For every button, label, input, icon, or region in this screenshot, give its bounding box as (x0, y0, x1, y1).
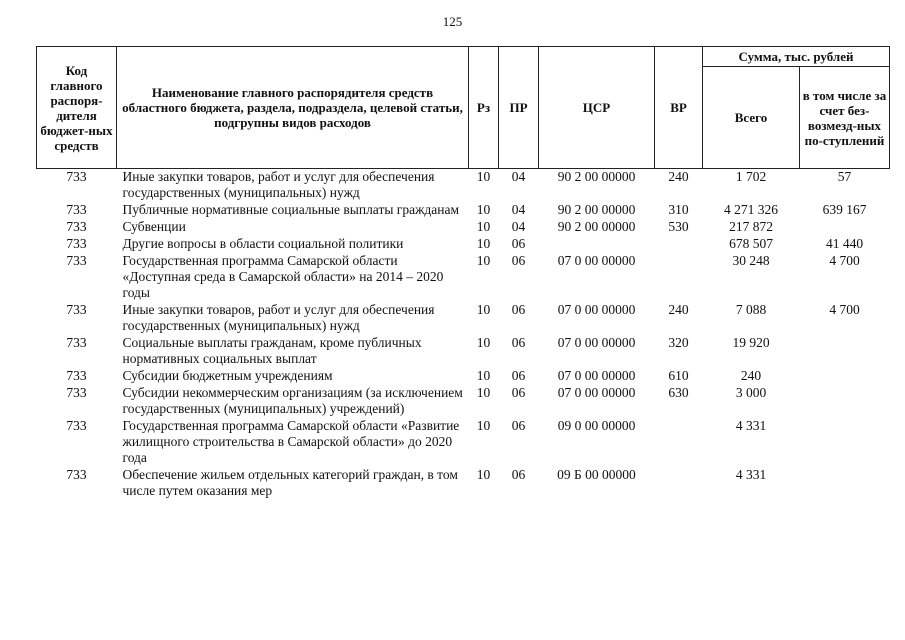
cell-pr: 06 (511, 385, 526, 400)
cell-name: Субсидии бюджетным учреждениям (122, 368, 333, 383)
cell-rz: 10 (476, 335, 491, 350)
cell-code: 733 (66, 385, 87, 400)
cell-code: 733 (66, 335, 87, 350)
cell-name: Социальные выплаты гражданам, кроме публичных нормативных социальных выплат (122, 335, 422, 366)
cell-incl: 4 700 (829, 302, 860, 317)
cell-incl (800, 368, 890, 385)
table-row (37, 202, 890, 219)
cell-pr: 06 (511, 418, 526, 433)
cell-rz: 10 (476, 368, 491, 383)
cell-total: 7 088 (735, 302, 767, 317)
cell-total: 4 271 326 (724, 202, 778, 217)
cell-pr: 06 (511, 335, 526, 350)
cell-total: 4 331 (735, 418, 767, 433)
cell-rz: 10 (476, 169, 491, 184)
cell-vr (655, 467, 703, 500)
cell-csr (539, 236, 655, 253)
cell-incl: 41 440 (825, 236, 864, 251)
table-row (37, 169, 890, 203)
table-row (37, 236, 890, 253)
cell-name: Публичные нормативные социальные выплаты гражданам (122, 202, 460, 217)
header-sum: Сумма, тыс. рублей (703, 47, 890, 67)
cell-incl: 57 (837, 169, 852, 184)
cell-code: 733 (66, 467, 87, 482)
cell-pr: 06 (511, 236, 526, 251)
cell-csr: 90 2 00 00000 (557, 202, 636, 217)
cell-pr: 06 (511, 368, 526, 383)
cell-vr: 240 (668, 169, 689, 184)
cell-total: 19 920 (732, 335, 770, 350)
cell-rz: 10 (476, 467, 491, 482)
cell-vr: 240 (668, 302, 689, 317)
cell-vr: 310 (668, 202, 689, 217)
header-rz: Рз (469, 47, 499, 169)
cell-csr: 07 0 00 00000 (557, 368, 636, 383)
table-row (37, 418, 890, 467)
cell-pr: 06 (511, 302, 526, 317)
cell-vr: 630 (668, 385, 689, 400)
cell-vr (655, 236, 703, 253)
cell-pr: 04 (511, 169, 526, 184)
cell-code: 733 (66, 368, 87, 383)
cell-code: 733 (66, 202, 87, 217)
cell-incl (800, 467, 890, 500)
cell-code: 733 (66, 236, 87, 251)
cell-name: Государственная программа Самарской области «Доступная среда в Самарской области» на 2014 – 2020 годы (122, 253, 444, 300)
page-number: 125 (442, 14, 463, 29)
cell-incl (800, 335, 890, 368)
cell-name: Субвенции (122, 219, 186, 234)
cell-rz: 10 (476, 385, 491, 400)
header-name: Наименование главного распорядителя средств областного бюджета, раздела, подраздела, целевой статьи, подгрупны видов расходов (117, 47, 469, 169)
cell-total: 4 331 (735, 467, 767, 482)
header-pr: ПР (499, 47, 539, 169)
table-row (37, 368, 890, 385)
cell-total: 217 872 (729, 219, 773, 234)
cell-total: 678 507 (729, 236, 773, 251)
cell-rz: 10 (476, 236, 491, 251)
cell-csr: 09 0 00 00000 (557, 418, 636, 433)
table-row (37, 335, 890, 368)
cell-code: 733 (66, 302, 87, 317)
cell-incl (800, 385, 890, 418)
cell-pr: 04 (511, 219, 526, 234)
table-row (37, 219, 890, 236)
header-vr: ВР (655, 47, 703, 169)
cell-csr: 90 2 00 00000 (557, 219, 636, 234)
cell-csr: 07 0 00 00000 (557, 385, 636, 400)
cell-csr: 90 2 00 00000 (557, 169, 636, 184)
cell-name: Иные закупки товаров, работ и услуг для обеспечения государственных (муниципальных) нужд (122, 169, 435, 200)
cell-code: 733 (66, 253, 87, 268)
cell-name: Иные закупки товаров, работ и услуг для обеспечения государственных (муниципальных) нужд (122, 302, 435, 333)
cell-vr: 610 (668, 368, 689, 383)
cell-csr: 09 Б 00 00000 (557, 467, 636, 482)
cell-incl: 4 700 (829, 253, 860, 268)
cell-code: 733 (66, 219, 87, 234)
cell-total: 240 (740, 368, 762, 383)
cell-rz: 10 (476, 219, 491, 234)
cell-name: Государственная программа Самарской области «Развитие жилищного строительства в Самарской области» до 2020 года (122, 418, 460, 465)
cell-pr: 06 (511, 253, 526, 268)
cell-rz: 10 (476, 418, 491, 433)
cell-total: 1 702 (735, 169, 767, 184)
header-code: Код главного распоря-дителя бюджет-ных средств (37, 47, 117, 169)
cell-incl (800, 219, 890, 236)
cell-pr: 04 (511, 202, 526, 217)
cell-name: Субсидии некоммерческим организациям (за исключением государственных (муниципальных) учреждений) (122, 385, 463, 416)
table-row (37, 302, 890, 335)
cell-name: Обеспечение жильем отдельных категорий граждан, в том числе путем оказания мер (122, 467, 458, 498)
cell-total: 3 000 (735, 385, 767, 400)
cell-incl: 639 167 (822, 202, 867, 217)
header-incl: в том числе за счет без-возмезд-ных по-ступлений (800, 67, 890, 169)
table-row (37, 253, 890, 302)
cell-code: 733 (66, 418, 87, 433)
table-row (37, 385, 890, 418)
cell-rz: 10 (476, 202, 491, 217)
cell-vr (655, 418, 703, 467)
cell-code: 733 (66, 169, 87, 184)
cell-total: 30 248 (732, 253, 770, 268)
cell-csr: 07 0 00 00000 (557, 253, 636, 268)
cell-pr: 06 (511, 467, 526, 482)
cell-vr: 530 (668, 219, 689, 234)
cell-name: Другие вопросы в области социальной политики (122, 236, 404, 251)
cell-rz: 10 (476, 253, 491, 268)
cell-rz: 10 (476, 302, 491, 317)
cell-vr (655, 253, 703, 302)
cell-vr: 320 (668, 335, 689, 350)
table-row (37, 467, 890, 500)
cell-csr: 07 0 00 00000 (557, 302, 636, 317)
header-csr: ЦСР (539, 47, 655, 169)
header-total: Всего (703, 67, 800, 169)
budget-table (36, 46, 890, 500)
cell-csr: 07 0 00 00000 (557, 335, 636, 350)
cell-incl (800, 418, 890, 467)
